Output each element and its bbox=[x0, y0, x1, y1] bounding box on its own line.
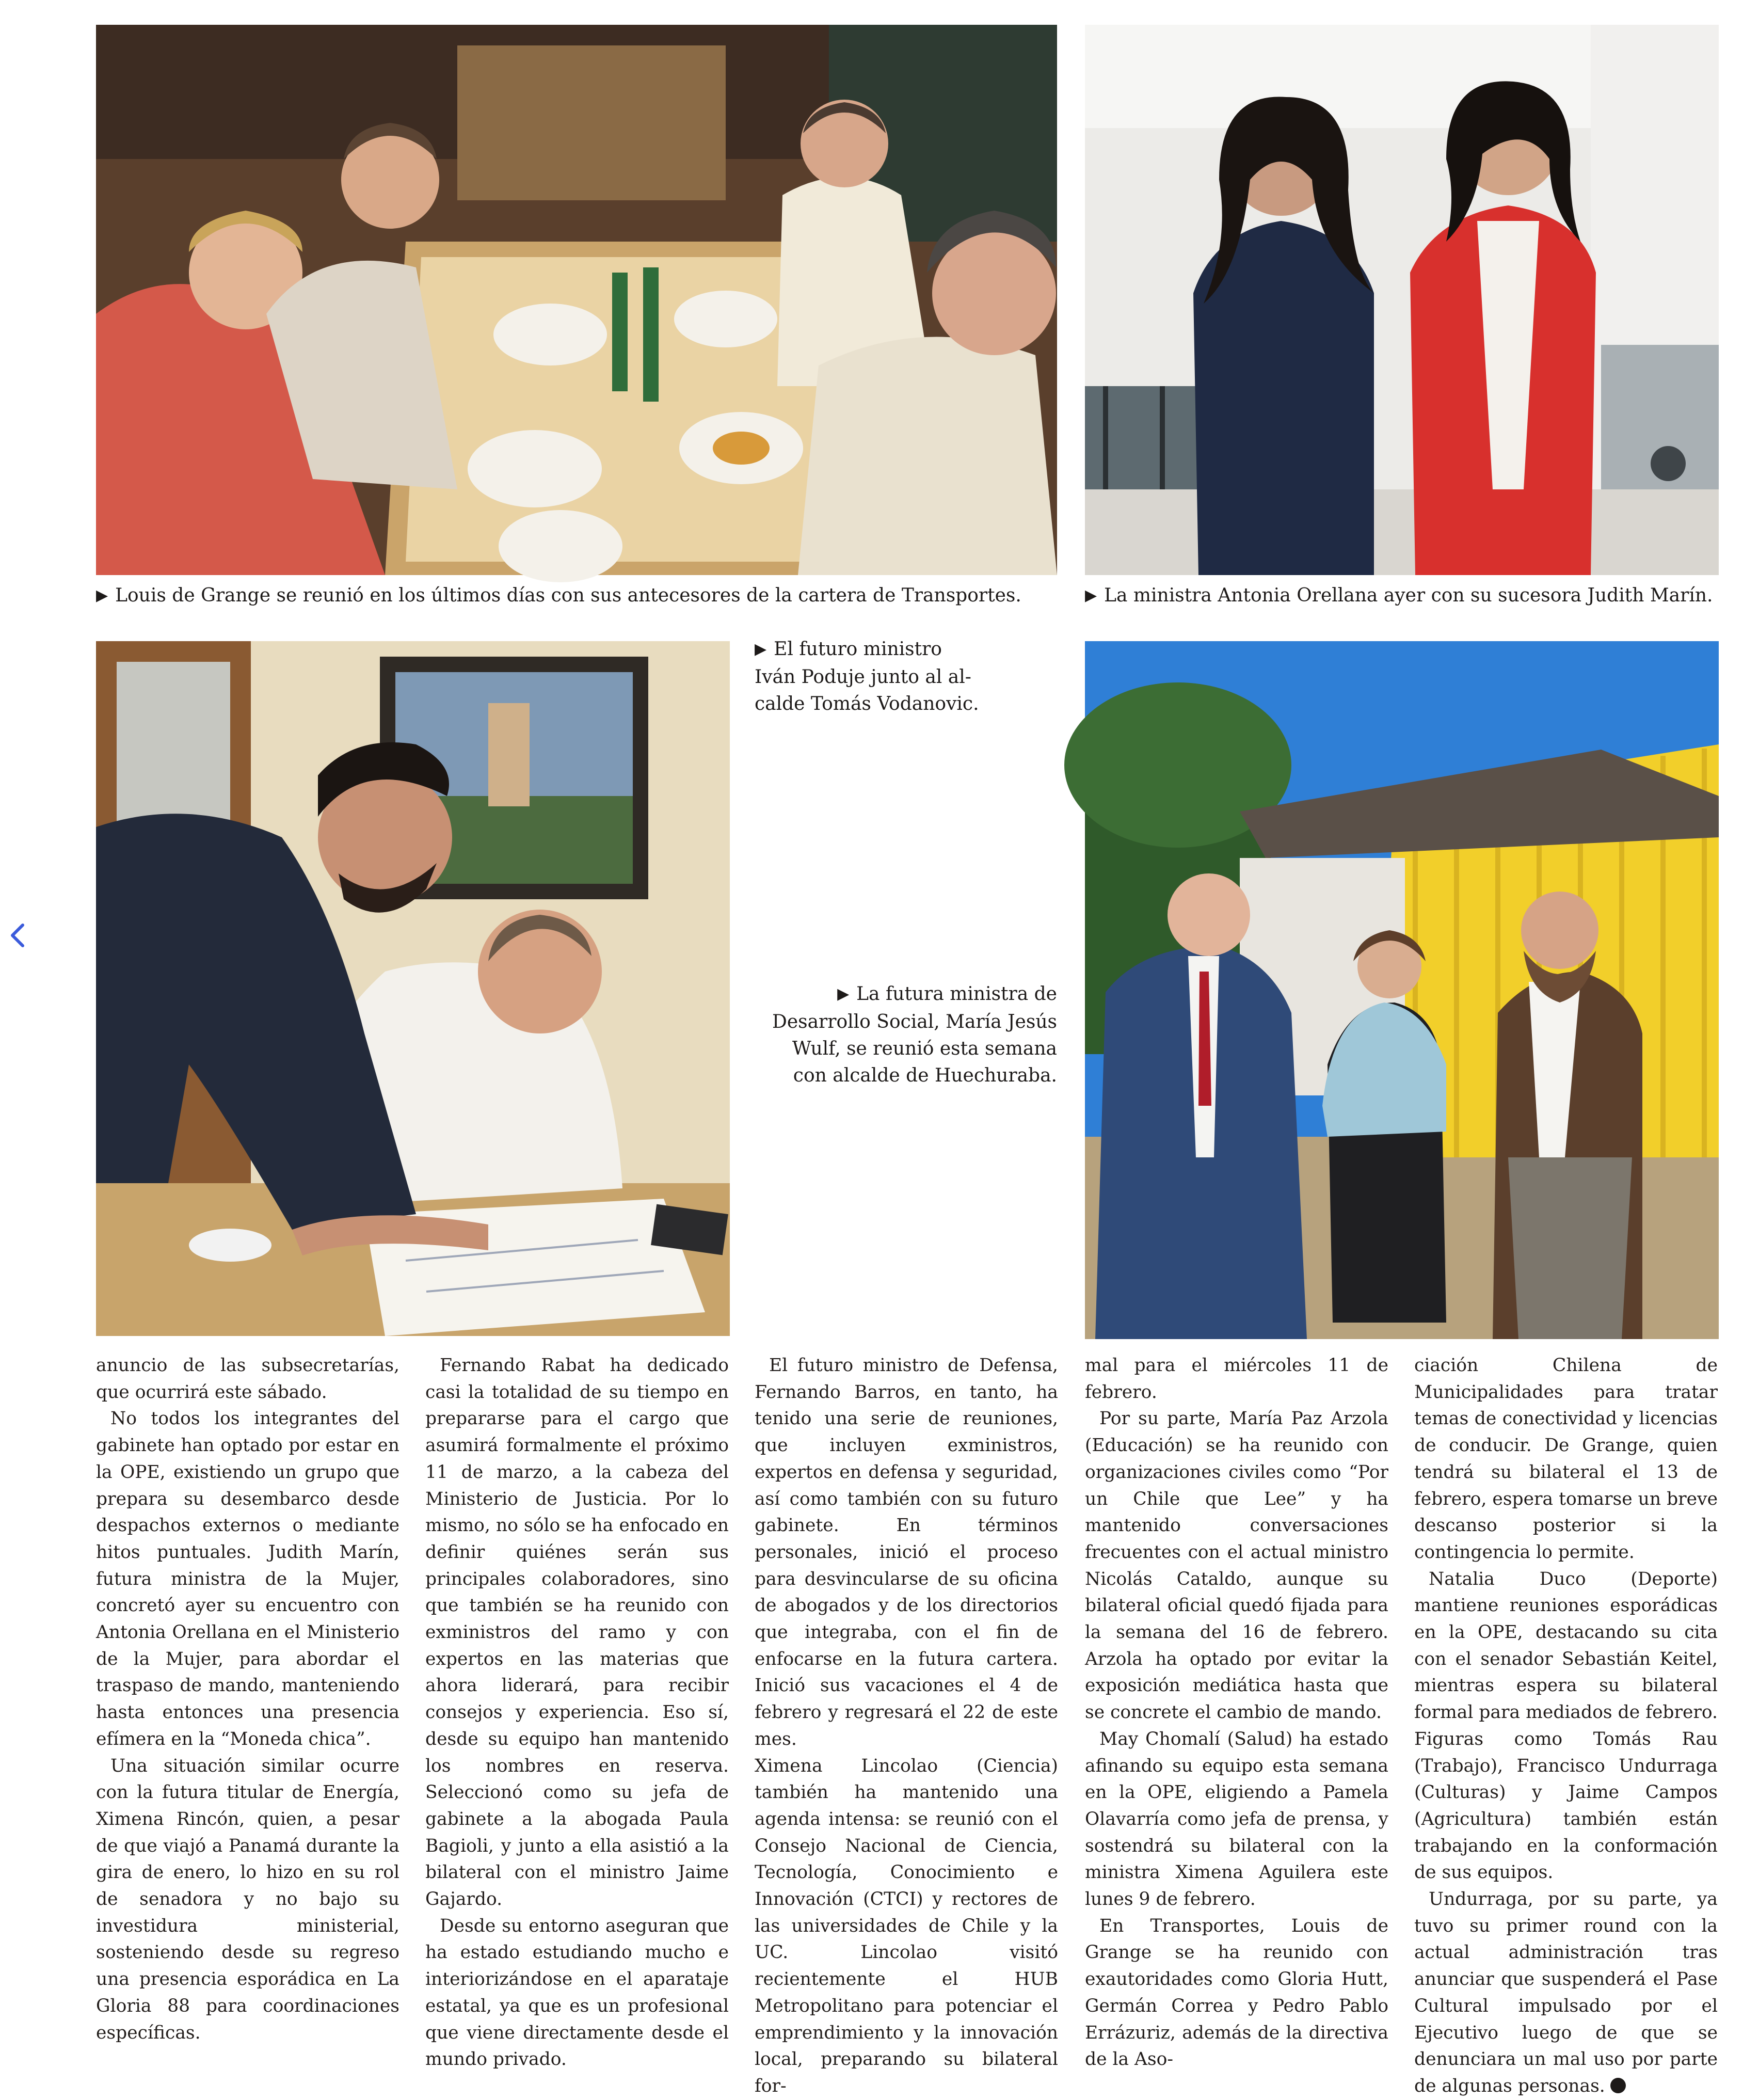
paragraph: El futuro ministro de Defensa, Fernando Barros, en tanto, ha tenido una serie de reuniones, que incluyen exministros, expertos en defensa y seguridad, así como también con su futuro gabinete. En términos personales, inició el proceso para desvincularse de su oficina de abogados y de los directorios que integraba, con el fin de enfocarse en la futura cartera. Inició sus vacaciones el 4 de febrero y regresará el 22 de este mes. bbox=[755, 1355, 1058, 1749]
paragraph: No todos los integrantes del gabinete han optado por estar en la OPE, existiendo un grupo que prepara su desembarco desde despachos externos o mediante hitos puntuales. Judith Marín, futura ministra de la Mujer, concretó ayer su encuentro con Antonia Orellana en el Ministerio de la Mujer, para abordar el traspaso de mando, manteniendo hasta entonces una presencia efímera en la “Moneda chica”. bbox=[96, 1408, 399, 1749]
photo-mujer-ministers bbox=[1085, 25, 1719, 575]
paragraph: Desde su entorno aseguran que ha estado estudiando mucho e interiorizándose en el aparataje estatal, ya que es un profesional que viene directamente desde el mundo privado. bbox=[425, 1915, 729, 2070]
caption-mujer: ▶ La ministra Antonia Orellana ayer con su sucesora Judith Marín. bbox=[1085, 585, 1713, 606]
photo-wulf-huechuraba bbox=[1085, 641, 1719, 1339]
paragraph: anuncio de las subsecretarías, que ocurrirá este sábado. bbox=[96, 1355, 399, 1403]
paragraph: mal para el miércoles 11 de febrero. bbox=[1085, 1355, 1388, 1403]
caption-marker-icon: ▶ bbox=[1085, 586, 1097, 604]
article-column-5 bbox=[1414, 1353, 1718, 2096]
caption-transport: ▶ Louis de Grange se reunió en los últimos días con sus antecesores de la cartera de Transportes. bbox=[96, 585, 1021, 606]
paragraph: ciación Chilena de Municipalidades para tratar temas de conectividad y licencias de conducir. De Grange, quien tendrá su bilateral el 13 de febrero, espera tomarse un breve descanso posterior si la contingencia lo permite. bbox=[1414, 1355, 1718, 1563]
article-column-2 bbox=[425, 1353, 729, 2070]
caption-marker-icon: ▶ bbox=[837, 985, 850, 1003]
paragraph: En Transportes, Louis de Grange se ha reunido con exautoridades como Gloria Hutt, Germán Correa y Pedro Pablo Errázuriz, además de la directiva de la Aso- bbox=[1085, 1915, 1388, 2070]
paragraph: Por su parte, María Paz Arzola (Educación) se ha reunido con organizaciones civiles como “Por un Chile que Lee” y ha mantenido conversaciones frecuentes con el actual ministro Nicolás Cataldo, aunque su bilateral oficial quedó fijada para la semana del 16 de febrero. Arzola ha optado por evitar la exposición mediática hasta que se concrete el cambio de mando. bbox=[1085, 1408, 1388, 1723]
article-column-4 bbox=[1085, 1353, 1388, 2070]
article-column-1 bbox=[96, 1353, 399, 2044]
photo-transport-lunch bbox=[96, 25, 1057, 575]
photo-poduje-mayor bbox=[96, 641, 730, 1336]
prev-page-chevron-icon[interactable] bbox=[7, 921, 28, 950]
caption-marker-icon: ▶ bbox=[96, 586, 108, 604]
article-column-3 bbox=[755, 1353, 1058, 2096]
caption-marker-icon: ▶ bbox=[755, 640, 767, 658]
paragraph: May Chomalí (Salud) ha estado afinando su equipo esta semana en la OPE, eligiendo a Pamela Olavarría como jefa de prensa, y sostendrá su bilateral con la ministra Ximena Aguilera este lunes 9 de febrero. bbox=[1085, 1728, 1388, 1910]
paragraph: Ximena Lincolao (Ciencia) también ha mantenido una agenda intensa: se reunió con el Consejo Nacional de Ciencia, Tecnología, Conocimiento e Innovación (CTCI) y rectores de las universidades de Chile y la UC. Lincolao visitó recientemente el HUB Metropolitano para potenciar el emprendimiento y la innovación local, preparando su bilateral for- bbox=[755, 1755, 1058, 2096]
paragraph-text: Undurraga, por su parte, ya tuvo su primer round con la actual administración tras anunciar que suspenderá el Pase Cultural impulsado por el Ejecutivo luego de que se denunciara un mal uso por parte de algunas personas. bbox=[1414, 1889, 1718, 2096]
end-of-article-icon bbox=[1610, 2078, 1626, 2093]
paragraph bbox=[1414, 1886, 1718, 2100]
paragraph: Una situación similar ocurre con la futura titular de Energía, Ximena Rincón, quien, a pesar de que viajó a Panamá durante la gira de enero, lo hizo en su rol de senadora y no bajo su investidura ministerial, sosteniendo desde su regreso una presencia esporádica en La Gloria 88 para coordinaciones específicas. bbox=[96, 1755, 399, 2043]
paragraph: Natalia Duco (Deporte) mantiene reuniones esporádicas en la OPE, destacando su cita con el senador Sebastián Keitel, mientras espera su bilateral formal para mediados de febrero. Figuras como Tomás Rau (Trabajo), Francisco Undurraga (Culturas) y Jaime Campos (Agricultura) también están trabajando en la conformación de sus equipos. bbox=[1414, 1568, 1718, 1883]
caption-wulf: ▶ La futura ministra de Desarrollo Social, María Jesús Wulf, se reunió esta semana con alcalde de Huechuraba. bbox=[772, 983, 1057, 1086]
caption-poduje: ▶ El futuro ministro Iván Poduje junto al al- calde Tomás Vodanovic. bbox=[755, 639, 979, 714]
paragraph: Fernando Rabat ha dedicado casi la totalidad de su tiempo en prepararse para el cargo que asumirá formalmente el próximo 11 de marzo, a la cabeza del Ministerio de Justicia. Por lo mismo, no sólo se ha enfocado en definir quiénes serán sus principales colaboradores, sino que también se ha reunido con exministros del ramo y con expertos en las materias que ahora liderará, para recibir consejos y experiencia. Eso sí, desde su equipo han mantenido los nombres en reserva. Seleccionó como su jefa de gabinete a la abogada Paula Bagioli, y junto a ella asistió a la bilateral con el ministro Jaime Gajardo. bbox=[425, 1355, 729, 1910]
